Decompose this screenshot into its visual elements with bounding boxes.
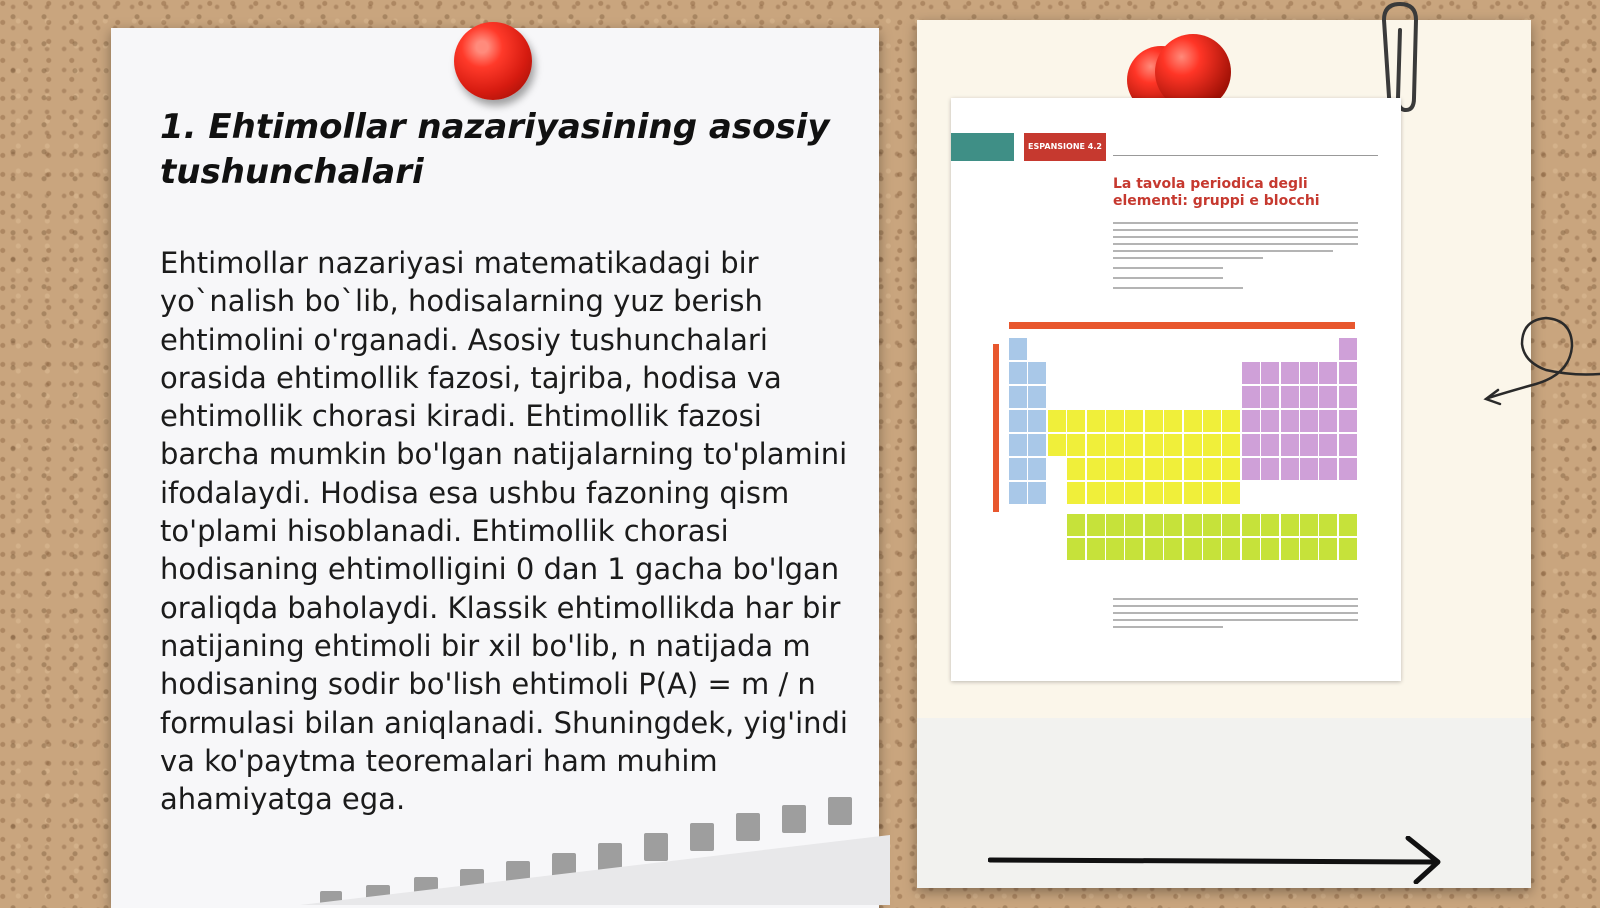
periodic-table-side-bar <box>993 344 999 512</box>
periodic-table-cell <box>1339 338 1357 360</box>
periodic-table-cell <box>1164 458 1182 480</box>
periodic-table-cell <box>1009 458 1027 480</box>
periodic-table-cell <box>1164 410 1182 432</box>
periodic-table-cell <box>1339 538 1357 560</box>
periodic-table-cell <box>1300 386 1318 408</box>
doc-tab-teal <box>951 133 1014 161</box>
periodic-table-cell <box>1242 386 1260 408</box>
periodic-table-cell <box>1164 482 1182 504</box>
periodic-table-cell <box>1281 362 1299 384</box>
periodic-table-cell <box>1222 458 1240 480</box>
periodic-table-cell <box>1300 362 1318 384</box>
periodic-table-cell <box>1242 514 1260 536</box>
periodic-table-cell <box>1339 386 1357 408</box>
periodic-table-cell <box>1300 410 1318 432</box>
periodic-table-cell <box>1125 410 1143 432</box>
periodic-table-cell <box>1145 410 1163 432</box>
periodic-table-cell <box>1009 362 1027 384</box>
periodic-table-cell <box>1009 338 1027 360</box>
doc-title: La tavola periodica degli elementi: gruppi e blocchi <box>1113 176 1320 209</box>
periodic-table-cell <box>1067 538 1085 560</box>
periodic-table-cell <box>1028 434 1046 456</box>
periodic-table-cell <box>1319 362 1337 384</box>
periodic-table-cell <box>1339 362 1357 384</box>
periodic-table-cell <box>1203 434 1221 456</box>
periodic-table-cell <box>1087 434 1105 456</box>
periodic-table-cell <box>1164 514 1182 536</box>
periodic-table-cell <box>1261 362 1279 384</box>
periodic-table-cell <box>1184 458 1202 480</box>
slide-body-text: Ehtimollar nazariyasi matematikadagi bir yo`nalish bo`lib, hodisalarning yuz berish ehtimolini o'rganadi. Asosiy tushunchalari orasida ehtimollik fazosi, tajriba, hodisa va ehtimollik chorasi kiradi. Ehtimollik fazosi barcha mumkin bo'lgan natijalarning to'plamini ifodalaydi. Hodisa esa ushbu fazoning qism to'plami hisoblanadi. Ehtimollik chorasi hodisaning ehtimolligini 0 dan 1 gacha bo'lgan oraliqda baholaydi. Klassik ehtimollikda har bir natijaning ehtimoli bir xil bo'lib, n natijada m hodisaning sodir bo'lish ehtimoli P(A) = m / n formulasi bilan aniqlanadi. Shuningdek, yig'indi va ko'paytma teoremalari ham muhim ahamiyatga ega. <box>160 246 848 817</box>
periodic-table-cell <box>1261 386 1279 408</box>
periodic-table-cell <box>1164 538 1182 560</box>
periodic-table-cell <box>1125 514 1143 536</box>
periodic-table-cell <box>1145 538 1163 560</box>
periodic-table-cell <box>1203 410 1221 432</box>
periodic-table-cell <box>1087 458 1105 480</box>
periodic-table-cell <box>1125 458 1143 480</box>
periodic-table-cell <box>1339 410 1357 432</box>
periodic-table-cell <box>1106 538 1124 560</box>
periodic-table-cell <box>1028 482 1046 504</box>
periodic-table-cell <box>1184 538 1202 560</box>
doc-tab-label: ESPANSIONE 4.2 <box>1024 133 1106 161</box>
periodic-table-cell <box>1281 434 1299 456</box>
loop-arrow-icon <box>1480 312 1600 412</box>
periodic-table-cell <box>1300 458 1318 480</box>
periodic-table-cell <box>1281 458 1299 480</box>
periodic-table-cell <box>1009 386 1027 408</box>
periodic-table-cell <box>1125 482 1143 504</box>
periodic-table-cell <box>1222 538 1240 560</box>
periodic-table-cell <box>1319 538 1337 560</box>
periodic-table-cell <box>1300 538 1318 560</box>
periodic-table-cell <box>1087 514 1105 536</box>
torn-paper-edge <box>300 795 890 905</box>
periodic-table-cell <box>1203 514 1221 536</box>
periodic-table-cell <box>1164 434 1182 456</box>
periodic-table-cell <box>1203 458 1221 480</box>
periodic-table-cell <box>1339 514 1357 536</box>
periodic-table-cell <box>1028 362 1046 384</box>
periodic-table-cell <box>1339 434 1357 456</box>
periodic-table-cell <box>1067 410 1085 432</box>
periodic-table-cell <box>1106 458 1124 480</box>
periodic-table-cell <box>1319 458 1337 480</box>
periodic-table-cell <box>1242 362 1260 384</box>
periodic-table-cell <box>1009 434 1027 456</box>
periodic-table-cell <box>1339 458 1357 480</box>
periodic-table-cell <box>1300 434 1318 456</box>
periodic-table-cell <box>1319 514 1337 536</box>
periodic-table-cell <box>1242 434 1260 456</box>
periodic-table-cell <box>1222 434 1240 456</box>
periodic-table-document <box>951 98 1401 681</box>
periodic-table-cell <box>1242 410 1260 432</box>
periodic-table-cell <box>1261 458 1279 480</box>
periodic-table-cell <box>1087 482 1105 504</box>
periodic-table-cell <box>1145 458 1163 480</box>
periodic-table-cell <box>1048 434 1066 456</box>
periodic-table-cell <box>1319 434 1337 456</box>
periodic-table-cell <box>1203 482 1221 504</box>
periodic-table-cell <box>1028 458 1046 480</box>
periodic-table-cell <box>1145 514 1163 536</box>
periodic-table-cell <box>1028 410 1046 432</box>
periodic-table-cell <box>1106 410 1124 432</box>
periodic-table-cell <box>1028 386 1046 408</box>
periodic-table-cell <box>1242 538 1260 560</box>
periodic-table-cell <box>1261 514 1279 536</box>
periodic-table-cell <box>1009 410 1027 432</box>
periodic-table-cell <box>1067 514 1085 536</box>
periodic-table-cell <box>1184 410 1202 432</box>
periodic-table-cell <box>1281 538 1299 560</box>
periodic-table-cell <box>1067 434 1085 456</box>
periodic-table-cell <box>1145 434 1163 456</box>
periodic-table-cell <box>1261 410 1279 432</box>
periodic-table-cell <box>1281 410 1299 432</box>
periodic-table-cell <box>1048 410 1066 432</box>
periodic-table-cell <box>1281 386 1299 408</box>
periodic-table-cell <box>1184 514 1202 536</box>
periodic-table-cell <box>1261 434 1279 456</box>
periodic-table-cell <box>1125 434 1143 456</box>
periodic-table-cell <box>1222 410 1240 432</box>
periodic-table-cell <box>1184 482 1202 504</box>
periodic-table-cell <box>1087 538 1105 560</box>
periodic-table-cell <box>1125 538 1143 560</box>
periodic-table-cell <box>1067 482 1085 504</box>
periodic-table-cell <box>1319 386 1337 408</box>
periodic-table-cell <box>1067 458 1085 480</box>
periodic-table-cell <box>1242 458 1260 480</box>
periodic-table-cell <box>1300 514 1318 536</box>
periodic-table-cell <box>1319 410 1337 432</box>
periodic-table-cell <box>1281 514 1299 536</box>
periodic-table-cell <box>1145 482 1163 504</box>
doc-header-rule <box>1113 155 1378 156</box>
periodic-table-cell <box>1106 434 1124 456</box>
periodic-table-cell <box>1106 514 1124 536</box>
push-pin-icon <box>454 22 532 100</box>
periodic-table-cell <box>1184 434 1202 456</box>
arrow-right-icon <box>988 836 1448 884</box>
periodic-table-cell <box>1106 482 1124 504</box>
periodic-table-cell <box>1009 482 1027 504</box>
periodic-table-header-bar <box>1009 322 1355 329</box>
periodic-table-cell <box>1222 482 1240 504</box>
slide-title: 1. Ehtimollar nazariyasining asosiy tushunchalari <box>160 107 830 192</box>
periodic-table-cell <box>1087 410 1105 432</box>
periodic-table-cell <box>1203 538 1221 560</box>
periodic-table-cell <box>1261 538 1279 560</box>
periodic-table-cell <box>1222 514 1240 536</box>
